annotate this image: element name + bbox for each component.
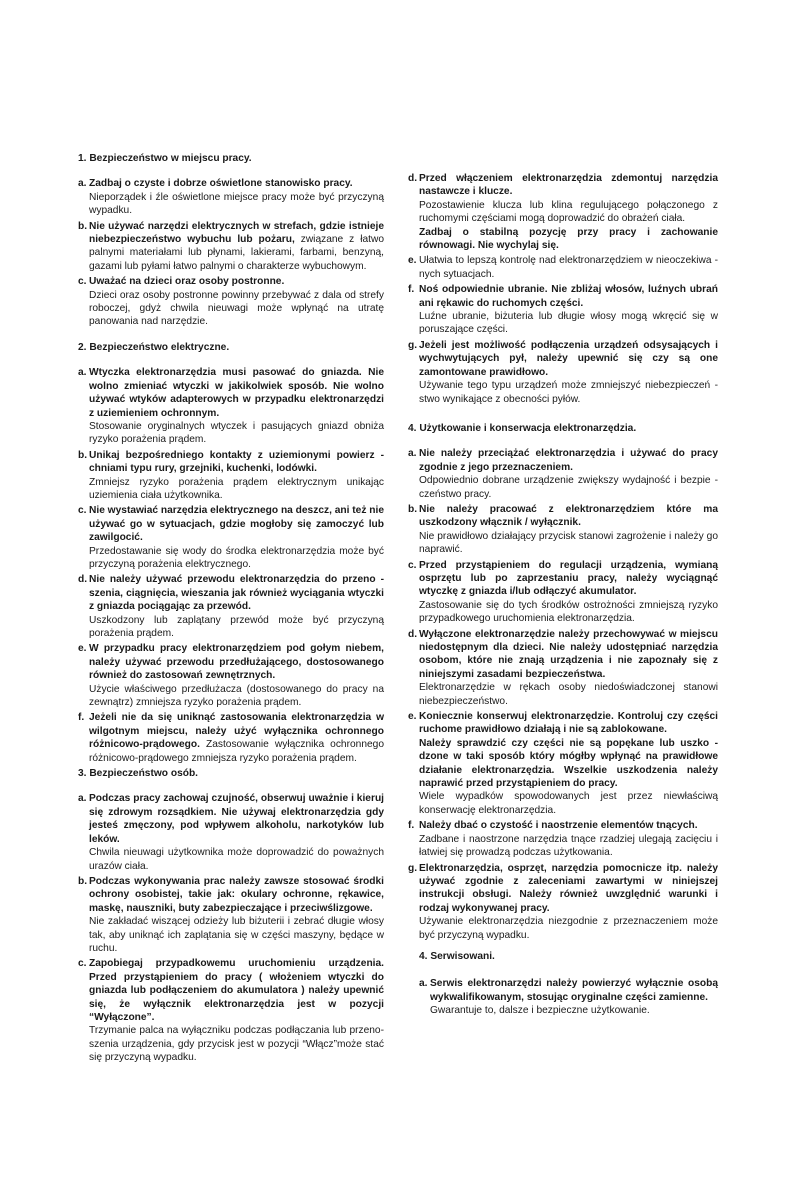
item-heading: Nie wystawiać narzędzia elektrycznego na deszcz, ani też nie używać go w sytuacjach, gdzie mogłoby się zamoczyć lub zawilgocić. <box>89 505 384 544</box>
list-item-3g <box>408 339 718 406</box>
item-text: Zadbane i naostrzone narzędzia tnące rzadziej ulegają zacięciu i łatwiej się prowadzą podczas użytkowania. <box>419 833 718 859</box>
item-heading: Elektronarzędzia, osprzęt, narzędzia pomocnicze itp. należy używać zgodnie z zaleceniami zawartymi w niniejszej instrukcji obsługi. Należy również uwzględnić warunki i rodzaj wykonywanej pracy. <box>419 862 718 914</box>
item-label: e. <box>408 711 417 723</box>
item-label: a. <box>419 978 428 990</box>
list-item-2b <box>78 449 384 503</box>
item-text: Ułatwia to lepszą kontrolę nad elektronarzędziem w nieoczekiwa - nych sytuacjach. <box>419 255 718 280</box>
list-item-2e <box>78 642 384 709</box>
item-text: Trzymanie palca na wyłączniku podczas podłączania lub przeno-szenia urządzenia, gdy przycisk jest w pozycji “Włącz”może stać się przyczyną wypadku. <box>89 1025 384 1064</box>
item-text: Używanie tego typu urządzeń może zmniejszyć niebezpieczeń - stwo wynikające z obecności pyłów. <box>419 380 718 405</box>
list-item-2d <box>78 573 384 640</box>
item-label: e. <box>78 643 87 655</box>
item-heading: Wtyczka elektronarzędzia musi pasować do gniazda. Nie wolno zmieniać wtyczki w jakikolwiek sposób. Nie wolno używać wtyków adapterowych w przypadku elektronarzędzi z uziemieniem ochronnym. <box>89 367 384 419</box>
item-label: a. <box>78 178 87 190</box>
list-item-4b <box>408 503 718 557</box>
item-label: b. <box>78 875 88 887</box>
item-heading: Uważać na dzieci oraz osoby postronne. <box>89 276 285 288</box>
item-heading: Zadbaj o czyste i dobrze oświetlone stanowisko pracy. <box>89 178 353 190</box>
item-text: Nie zakładać wiszącej odzieży lub biżuterii i zebrać długie włosy tak, aby uniknąć ich zaplątania się w części maszyny, będące w ruchu. <box>89 916 384 954</box>
item-heading: Zapobiegaj przypadkowemu uruchomieniu urządzenia. Przed przystąpieniem do pracy ( włożeniem wtyczki do gniazda lub podłączeniem do akumulatora ) należy upewnić się, że wyłącznik elektronarzędzia jest w pozycji “Wyłączone”. <box>89 958 384 1023</box>
item-text: Dzieci oraz osoby postronne powinny przebywać z dala od strefy roboczej, gdyż chwila nieuwagi może wpłynąć na utratę panowania nad narzędzie. <box>89 289 384 328</box>
list-item-4d <box>408 628 718 708</box>
item-heading: Nie należy pracować z elektronarzędziem które ma uszkodzony włącznik / wyłącznik. <box>419 503 718 529</box>
item-label: b. <box>408 503 418 515</box>
list-item-4g <box>408 862 718 942</box>
item-label: c. <box>78 958 87 970</box>
item-heading: Nie należy używać przewodu elektronarzędzia do przeno - szenia, ciągnięcia, wieszania jak również wyciągania wtyczki z gniazda pociągając za przewód. <box>89 574 384 613</box>
section-title-personal-safety: 3. Bezpieczeństwo osób. <box>78 768 199 780</box>
item-heading: Przed przystąpieniem do regulacji urządzenia, wymianą osprzętu lub po zaprzestaniu pracy, należy wyciągnąć wtyczkę z gniazda i/lub odłączyć akumulator. <box>419 559 718 598</box>
list-item-2c <box>78 504 384 571</box>
item-label: d. <box>78 574 88 586</box>
item-text: Pozostawienie klucza lub klina regulującego połączonego z ruchomymi częściami mogą doprowadzić do obrażeń ciała. <box>419 199 718 225</box>
section-title-service: 4. Serwisowani. <box>419 950 495 962</box>
item-text: Odpowiednio dobrane urządzenie zwiększy wydajność i bezpie - czeństwo pracy. <box>419 475 718 500</box>
item-label: d. <box>408 628 418 640</box>
list-item-2a <box>78 366 384 446</box>
item-heading: Nie używać narzędzi elektrycznych w strefach, gdzie istnieje niebezpieczeństwo wybuchu lub pożaru, <box>89 220 384 246</box>
item-heading: Noś odpowiednie ubranie. Nie zbliżaj włosów, luźnych ubrań ani rękawic do ruchomych części. <box>419 284 718 309</box>
item-heading: Unikaj bezpośredniego kontakty z uziemionymi powierz - chniami typu rury, grzejniki, kuchenki, lodówki. <box>89 449 384 475</box>
item-text: Wiele wypadków spowodowanych jest przez niewłaściwą konserwację elektronarzędzia. <box>419 791 718 816</box>
item-label: d. <box>408 173 418 184</box>
item-text: Uszkodzony lub zaplątany przewód może być przyczyną porażenia prądem. <box>89 614 384 639</box>
list-item-3d <box>408 172 718 252</box>
item-heading-secondary: Należy sprawdzić czy części nie są popękane lub uszko - dzone w taki sposób który mógłby wpłynąć na prawidłowe działanie elektronarzędzia. Wszelkie uszkodzenia należy naprawić przed przystąpieniem do pracy. <box>419 737 718 790</box>
item-text: Chwila nieuwagi użytkownika może doprowadzić do poważnych urazów ciała. <box>89 847 384 872</box>
item-text: Stosowanie oryginalnych wtyczek i pasujących gniazd obniża ryzyko porażenia prądem. <box>89 420 384 446</box>
item-text: Elektronarzędzie w rękach osoby niedoświadczonej stanowi niebezpieczeństwo. <box>419 682 718 707</box>
item-text: Zastosowanie wyłącznika ochronnego różnicowo-prądowego zmniejsza ryzyko porażenia prądem. <box>89 739 384 764</box>
item-heading: Podczas wykonywania prac należy zawsze stosować środki ochrony osobistej, takie jak: okulary ochronne, rękawice, maskę, nauszniki, buty zabezpieczające i przeciwślizgowe. <box>89 875 384 914</box>
section-title-workplace-safety: 1. Bezpieczeństwo w miejscu pracy. <box>78 153 252 164</box>
item-heading: Przed włączeniem elektronarzędzia zdemontuj narzędzia nastawcze i klucze. <box>419 173 718 198</box>
item-label: b. <box>78 449 88 461</box>
list-item-3a <box>78 792 384 872</box>
list-item-2f <box>78 711 384 765</box>
item-label: f. <box>78 712 85 724</box>
item-text: Zmniejsz ryzyko porażenia prądem elektrycznym unikając uziemienia ciała użytkownika. <box>89 476 384 501</box>
item-label: c. <box>408 559 417 571</box>
item-heading: Należy dbać o czystość i naostrzenie elementów tnących. <box>419 820 698 832</box>
item-heading: Jeżeli nie da się uniknąć zastosowania elektronarzędzia w wilgotnym miejscu, należy użyć wyłącznika ochronnego różnicowo-prądowego. <box>89 712 384 751</box>
list-item-1a <box>78 177 384 217</box>
list-item-1c <box>78 275 384 329</box>
item-label: f. <box>408 284 415 296</box>
item-text: Zastosowanie się do tych środków ostrożności zmniejszą ryzyko przypadkowego uruchomienia elektronarzędzia. <box>419 599 718 625</box>
item-label: a. <box>78 793 87 805</box>
item-heading: Podczas pracy zachowaj czujność, obserwuj uważnie i kieruj się zdrowym rozsądkiem. Nie używaj elektronarzędzia gdy jesteś zmęczony, pod wpływem alkoholu, narkotyków lub leków. <box>89 793 384 845</box>
item-heading: Jeżeli jest możliwość podłączenia urządzeń odsysających i wychwytujących pył, należy upewnić się czy są one zamontowane prawidłowo. <box>419 339 718 378</box>
left-column <box>78 152 384 1067</box>
item-heading-secondary: Zadbaj o stabilną pozycję przy pracy i zachowanie równowagi. Nie wychylaj się. <box>419 226 718 252</box>
list-item-3b <box>78 875 384 955</box>
item-heading: Nie należy przeciążać elektronarzędzia i używać do pracy zgodnie z jego przeznaczeniem. <box>419 448 718 473</box>
item-text: Użycie właściwego przedłużacza (dostosowanego do pracy na zewnątrz) zmniejsza ryzyko porażenia prądem. <box>89 683 384 709</box>
list-item-1b <box>78 220 384 274</box>
item-text: związane z łatwo palnymi materiałami lub płynami, lakierami, farbami, benzyną, gazami lub pyłami łatwo palnymi o charakterze wybuchowym. <box>89 234 384 272</box>
item-text: Używanie elektronarzędzia niezgodnie z przeznaczeniem może być przyczyną wypadku. <box>419 916 718 941</box>
item-text: Nie prawidłowo działający przycisk stanowi zagrożenie i należy go naprawić. <box>419 530 718 556</box>
list-item-3e <box>408 254 718 281</box>
item-text: Przedostawanie się wody do środka elektronarzędzia może być przyczyną porażenia elektrycznego. <box>89 545 384 570</box>
item-heading: Wyłączone elektronarzędzie należy przechowywać w miejscu niedostępnym dla dzieci. Nie należy udostępniać narzędzia osobom, które nie znają urządzenia i nie zapoznały się z niniejszymi zasadami bezpieczeństwa. <box>419 628 718 680</box>
list-item-3c <box>78 957 384 1064</box>
item-label: a. <box>78 367 87 379</box>
item-label: g. <box>408 339 418 351</box>
right-column <box>408 172 718 1020</box>
list-item-3f <box>408 283 718 337</box>
item-label: c. <box>78 505 87 517</box>
item-heading: Koniecznie konserwuj elektronarzędzie. Kontroluj czy części ruchome prawidłowo działają i nie są zablokowane. <box>419 711 718 736</box>
section-title-tool-use-maintenance: 4. Użytkowanie i konserwacja elektronarzędzia. <box>408 422 637 434</box>
item-label: a. <box>408 448 417 460</box>
item-label: f. <box>408 820 415 832</box>
item-text: Gwarantuje to, dalsze i bezpieczne użytkowanie. <box>430 1005 650 1017</box>
list-item-4f <box>408 819 718 859</box>
item-label: g. <box>408 862 418 874</box>
item-heading: Serwis elektronarzędzi należy powierzyć wyłącznie osobą wykwalifikowanym, stosując oryginalne części zamienne. <box>430 978 718 1003</box>
list-item-5a <box>419 977 718 1017</box>
list-item-4c <box>408 559 718 626</box>
item-text: Luźne ubranie, biżuteria lub długie włosy mogą wkręcić się w poruszające części. <box>419 311 718 336</box>
item-text: Nieporządek i źle oświetlone miejsce pracy może być przyczyną wypadku. <box>89 191 384 217</box>
item-label: e. <box>408 255 417 267</box>
item-label: c. <box>78 276 87 288</box>
list-item-4e <box>408 710 718 817</box>
item-heading: W przypadku pracy elektronarzędziem pod gołym niebem, należy używać przewodu przedłużającego, dostosowanego również do zastosowań zewnętrznych. <box>89 643 384 682</box>
item-label: b. <box>78 220 88 232</box>
section-title-electrical-safety: 2. Bezpieczeństwo elektryczne. <box>78 341 230 353</box>
list-item-4a <box>408 447 718 501</box>
